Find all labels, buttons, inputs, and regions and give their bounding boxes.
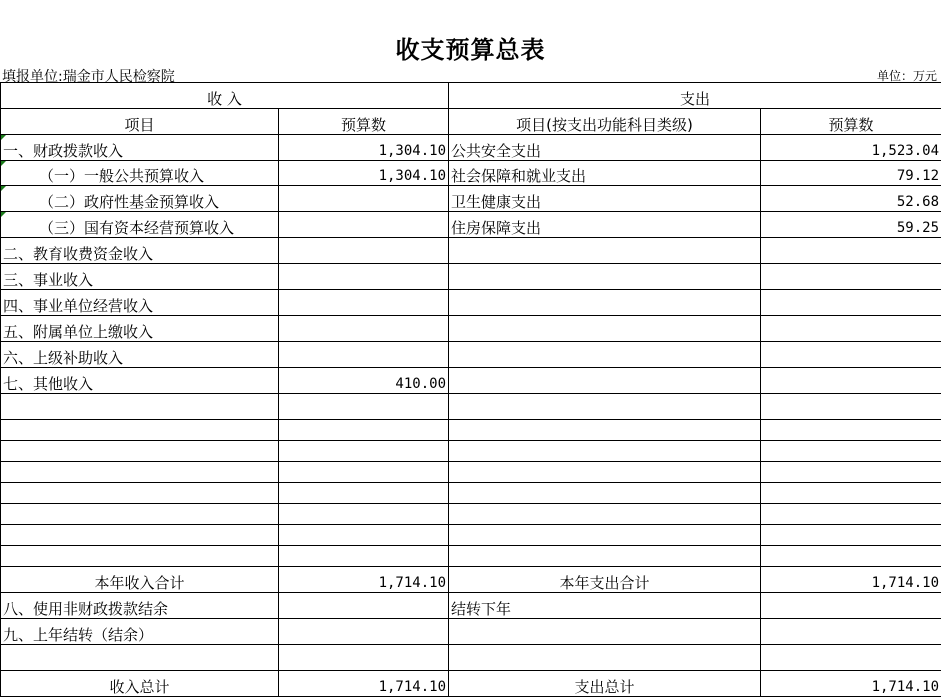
expense-value[interactable]: 79.12 — [761, 161, 941, 186]
empty-row — [1, 462, 941, 483]
table-row — [1, 186, 941, 212]
empty-cell[interactable] — [761, 525, 941, 546]
expense-item[interactable] — [449, 316, 761, 342]
filing-unit: 填报单位:瑞金市人民检察院 — [2, 69, 175, 85]
empty-cell[interactable] — [1, 645, 279, 671]
empty-cell[interactable] — [279, 462, 449, 483]
empty-cell[interactable] — [761, 441, 941, 462]
col-header-budget: 预算数 — [279, 109, 449, 135]
empty-cell[interactable] — [449, 525, 761, 546]
empty-cell[interactable] — [279, 394, 449, 420]
col-header-expense-item: 项目(按支出功能科目类级) — [449, 109, 761, 135]
empty-cell[interactable] — [1, 504, 279, 525]
empty-cell[interactable] — [279, 645, 449, 671]
table-row — [1, 264, 941, 290]
empty-cell[interactable] — [279, 546, 449, 567]
expense-item[interactable]: 社会保障和就业支出 — [449, 161, 761, 186]
empty-cell[interactable] — [1, 525, 279, 546]
expense-value[interactable] — [761, 342, 941, 368]
income-value[interactable] — [279, 316, 449, 342]
income-grand-total-label[interactable]: 收入总计 — [1, 671, 279, 697]
table-row — [1, 135, 941, 161]
table-row — [1, 290, 941, 316]
empty-cell[interactable] — [279, 441, 449, 462]
empty-cell[interactable] — [1, 483, 279, 504]
expense-value[interactable] — [761, 264, 941, 290]
expense-value[interactable]: 1,523.04 — [761, 135, 941, 161]
budget-table — [0, 82, 941, 697]
year-income-total-value[interactable]: 1,714.10 — [279, 567, 449, 593]
empty-row — [1, 441, 941, 462]
expense-item[interactable] — [449, 342, 761, 368]
empty-cell[interactable] — [449, 504, 761, 525]
empty-cell[interactable] — [449, 619, 761, 645]
year-expense-total-value[interactable]: 1,714.10 — [761, 567, 941, 593]
income-item[interactable]: （一）一般公共预算收入 — [1, 161, 279, 186]
non-fiscal-balance-label[interactable]: 八、使用非财政拨款结余 — [1, 593, 279, 619]
empty-cell[interactable] — [449, 546, 761, 567]
income-section-header: 收 入 — [1, 83, 449, 109]
year-total-row — [1, 567, 941, 593]
income-item[interactable]: 七、其他收入 — [1, 368, 279, 394]
prior-year-carryover-label[interactable]: 九、上年结转（结余） — [1, 619, 279, 645]
empty-cell[interactable] — [279, 593, 449, 619]
empty-cell[interactable] — [761, 420, 941, 441]
table-row — [1, 161, 941, 186]
empty-row — [1, 525, 941, 546]
income-item[interactable]: 四、事业单位经营收入 — [1, 290, 279, 316]
income-item[interactable]: 三、事业收入 — [1, 264, 279, 290]
expense-section-header: 支出 — [449, 83, 941, 109]
section-header-row — [1, 83, 941, 109]
empty-cell[interactable] — [1, 420, 279, 441]
empty-cell[interactable] — [761, 645, 941, 671]
empty-cell[interactable] — [279, 525, 449, 546]
income-value[interactable] — [279, 342, 449, 368]
income-value[interactable]: 1,304.10 — [279, 135, 449, 161]
table-row — [1, 212, 941, 238]
empty-cell[interactable] — [1, 546, 279, 567]
income-value[interactable]: 410.00 — [279, 368, 449, 394]
income-value[interactable] — [279, 186, 449, 212]
income-item[interactable]: 六、上级补助收入 — [1, 342, 279, 368]
income-item[interactable]: （三）国有资本经营预算收入 — [1, 212, 279, 238]
col-header-expense-budget: 预算数 — [761, 109, 941, 135]
expense-item[interactable] — [449, 290, 761, 316]
expense-value[interactable] — [761, 368, 941, 394]
empty-cell[interactable] — [1, 394, 279, 420]
column-header-row — [1, 109, 941, 135]
expense-grand-total-label[interactable]: 支出总计 — [449, 671, 761, 697]
page-title: 收支预算总表 — [395, 35, 546, 64]
income-value[interactable]: 1,304.10 — [279, 161, 449, 186]
income-item[interactable]: 一、财政拨款收入 — [1, 135, 279, 161]
table-row — [1, 238, 941, 264]
income-value[interactable] — [279, 212, 449, 238]
expense-item[interactable] — [449, 238, 761, 264]
income-value[interactable] — [279, 290, 449, 316]
empty-row — [1, 546, 941, 567]
table-row — [1, 342, 941, 368]
empty-row — [1, 645, 941, 671]
empty-row — [1, 483, 941, 504]
empty-cell[interactable] — [449, 441, 761, 462]
empty-cell[interactable] — [761, 546, 941, 567]
empty-cell[interactable] — [761, 394, 941, 420]
money-unit: 单位：万元 — [876, 69, 937, 83]
empty-cell[interactable] — [279, 420, 449, 441]
table-row — [1, 316, 941, 342]
empty-cell[interactable] — [1, 462, 279, 483]
empty-cell[interactable] — [761, 504, 941, 525]
expense-grand-total-value[interactable]: 1,714.10 — [761, 671, 941, 697]
expense-value[interactable]: 52.68 — [761, 186, 941, 212]
income-item[interactable]: 二、教育收费资金收入 — [1, 238, 279, 264]
grand-total-row — [1, 671, 941, 697]
expense-item[interactable] — [449, 368, 761, 394]
table-row — [1, 368, 941, 394]
income-value[interactable] — [279, 264, 449, 290]
income-item[interactable]: 五、附属单位上缴收入 — [1, 316, 279, 342]
year-expense-total-label[interactable]: 本年支出合计 — [449, 567, 761, 593]
empty-cell[interactable] — [449, 420, 761, 441]
table-row — [1, 619, 941, 645]
empty-cell[interactable] — [449, 483, 761, 504]
empty-cell[interactable] — [449, 462, 761, 483]
empty-row — [1, 394, 941, 420]
empty-cell[interactable] — [761, 462, 941, 483]
expense-item[interactable] — [449, 264, 761, 290]
empty-cell[interactable] — [761, 483, 941, 504]
empty-cell[interactable] — [761, 593, 941, 619]
empty-row — [1, 420, 941, 441]
expense-value[interactable]: 59.25 — [761, 212, 941, 238]
empty-cell[interactable] — [449, 394, 761, 420]
income-value[interactable] — [279, 238, 449, 264]
empty-cell[interactable] — [279, 483, 449, 504]
expense-value[interactable] — [761, 316, 941, 342]
empty-cell[interactable] — [449, 645, 761, 671]
expense-value[interactable] — [761, 238, 941, 264]
year-income-total-label[interactable]: 本年收入合计 — [1, 567, 279, 593]
expense-item[interactable]: 卫生健康支出 — [449, 186, 761, 212]
income-grand-total-value[interactable]: 1,714.10 — [279, 671, 449, 697]
empty-row — [1, 504, 941, 525]
empty-cell[interactable] — [761, 619, 941, 645]
table-row — [1, 593, 941, 619]
expense-item[interactable]: 住房保障支出 — [449, 212, 761, 238]
income-item[interactable]: （二）政府性基金预算收入 — [1, 186, 279, 212]
expense-value[interactable] — [761, 290, 941, 316]
empty-cell[interactable] — [279, 619, 449, 645]
expense-item[interactable]: 公共安全支出 — [449, 135, 761, 161]
empty-cell[interactable] — [1, 441, 279, 462]
col-header-item: 项目 — [1, 109, 279, 135]
empty-cell[interactable] — [279, 504, 449, 525]
carry-next-year-label[interactable]: 结转下年 — [449, 593, 761, 619]
